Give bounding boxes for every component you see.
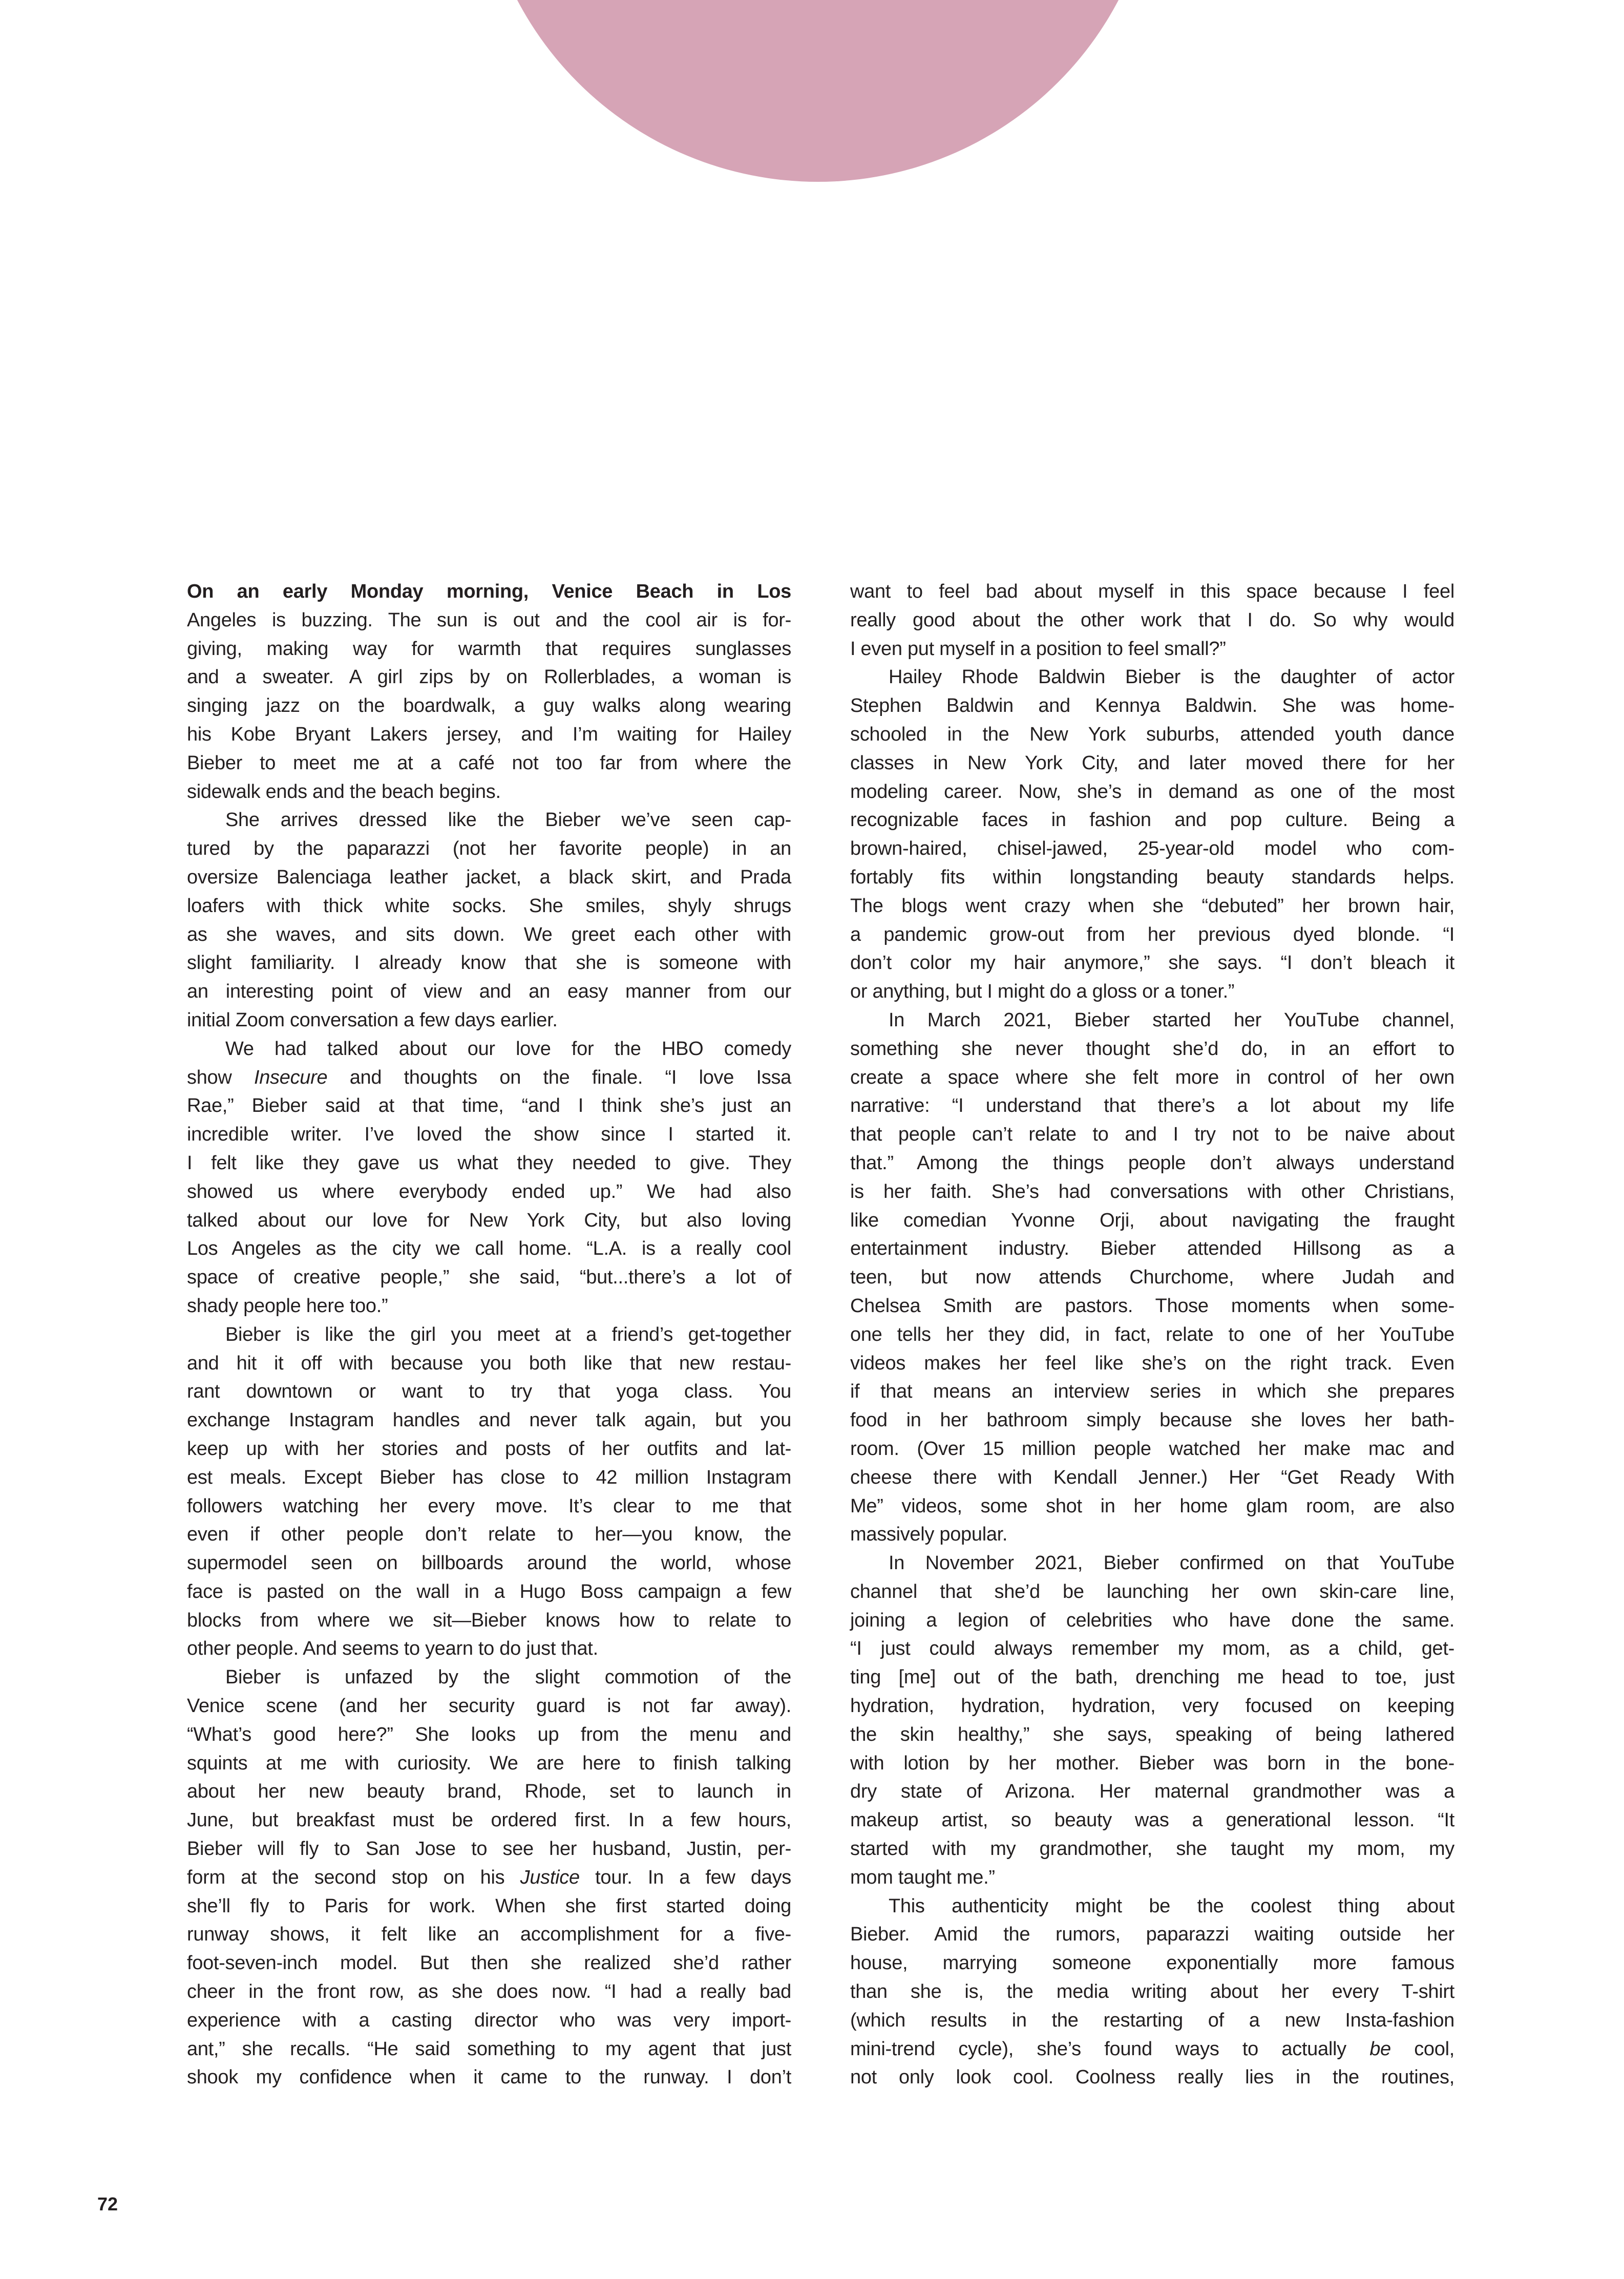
decorative-circle xyxy=(478,0,1157,182)
text-line: form at the second stop on his Justice tour. In a few days xyxy=(187,1866,791,1888)
page-number: 72 xyxy=(97,2193,118,2214)
text-line: shady people here too.” xyxy=(187,1295,388,1317)
italic-text: be xyxy=(1369,2038,1391,2060)
text-line: create a space where she felt more in control of her own xyxy=(850,1066,1454,1088)
text-line: talked about our love for New York City, but also loving xyxy=(187,1209,791,1231)
text-line: as she waves, and sits down. We greet each other with xyxy=(187,923,791,945)
text-line: channel that she’d be launching her own skin-care line, xyxy=(850,1580,1454,1602)
text-line: started with my grandmother, she taught my mom, my xyxy=(850,1838,1454,1860)
text-line: I felt like they gave us what they needed to give. They xyxy=(187,1152,791,1174)
text-line: about her new beauty brand, Rhode, set to launch in xyxy=(187,1781,791,1803)
text-line: showed us where everybody ended up.” We had also xyxy=(187,1180,791,1202)
text-line: rant downtown or want to try that yoga class. You xyxy=(187,1381,791,1403)
text-line: if that means an interview series in which she prepares xyxy=(850,1381,1454,1403)
text-line: Rae,” Bieber said at that time, “and I think she’s just an xyxy=(187,1095,791,1117)
text-line: Bieber will fly to San Jose to see her husband, Justin, per- xyxy=(187,1838,791,1860)
text-line: room. (Over 15 million people watched her make mac and xyxy=(850,1438,1454,1460)
text-line: squints at me with curiosity. We are here to finish talking xyxy=(187,1752,791,1774)
text-line: modeling career. Now, she’s in demand as one of the most xyxy=(850,780,1454,803)
text-line: foot-seven-inch model. But then she realized she’d rather xyxy=(187,1952,791,1974)
text-line: that.” Among the things people don’t always understand xyxy=(850,1152,1454,1174)
text-line: Bieber is unfazed by the slight commotion of the xyxy=(225,1666,791,1689)
text-line: Bieber. Amid the rumors, paparazzi waiting outside her xyxy=(850,1924,1454,1946)
text-line: schooled in the New York suburbs, attended youth dance xyxy=(850,723,1454,745)
text-line: makeup artist, so beauty was a generational lesson. “It xyxy=(850,1809,1454,1831)
italic-text: Insecure xyxy=(254,1066,328,1088)
text-line: hydration, hydration, hydration, very focused on keeping xyxy=(850,1695,1454,1717)
text-line: est meals. Except Bieber has close to 42 million Instagram xyxy=(187,1466,791,1488)
text-line: Me” videos, some shot in her home glam room, are also xyxy=(850,1495,1454,1517)
text-line: not only look cool. Coolness really lies in the routines, xyxy=(850,2066,1454,2088)
text-line: Venice scene (and her security guard is not far away). xyxy=(187,1695,791,1717)
text-line: food in her bathroom simply because she loves her bath- xyxy=(850,1409,1454,1431)
bold-text: On an early Monday morning, Venice Beach in Los xyxy=(187,581,791,602)
text-line: This authenticity might be the coolest thing about xyxy=(889,1895,1454,1917)
text-line: teen, but now attends Churchome, where Judah and xyxy=(850,1267,1454,1289)
text-line: the skin healthy,” she says, speaking of being lathered xyxy=(850,1723,1454,1745)
text-line: supermodel seen on billboards around the world, whose xyxy=(187,1552,791,1574)
text-line: show Insecure and thoughts on the finale. “I love Issa xyxy=(187,1066,791,1088)
text-line: is her faith. She’s had conversations with other Christians, xyxy=(850,1180,1454,1202)
text-line: June, but breakfast must be ordered first. In a few hours, xyxy=(187,1809,791,1831)
text-line: want to feel bad about myself in this space because I feel xyxy=(850,581,1454,602)
text-line: other people. And seems to yearn to do just that. xyxy=(187,1638,598,1660)
text-line: one tells her they did, in fact, relate to one of her YouTube xyxy=(850,1323,1454,1345)
text-line: that people can’t relate to and I try not to be naive about xyxy=(850,1124,1454,1146)
text-line: Stephen Baldwin and Kennya Baldwin. She was home- xyxy=(850,695,1454,717)
text-line: “What’s good here?” She looks up from the menu and xyxy=(187,1723,791,1745)
text-line: ting [me] out of the bath, drenching me head to toe, just xyxy=(850,1666,1454,1689)
text-line: classes in New York City, and later moved there for her xyxy=(850,752,1454,774)
text-line: Angeles is buzzing. The sun is out and the cool air is for- xyxy=(187,609,791,631)
text-line: than she is, the media writing about her every T-shirt xyxy=(850,1981,1454,2003)
text-line: experience with a casting director who was very import- xyxy=(187,2009,791,2031)
text-line: don’t color my hair anymore,” she says. “I don’t bleach it xyxy=(850,952,1454,974)
text-line: narrative: “I understand that there’s a lot about my life xyxy=(850,1095,1454,1117)
text-line: entertainment industry. Bieber attended Hillsong as a xyxy=(850,1238,1454,1260)
text-line: face is pasted on the wall in a Hugo Boss campaign a few xyxy=(187,1580,791,1602)
text-line: his Kobe Bryant Lakers jersey, and I’m waiting for Hailey xyxy=(187,723,791,745)
text-line: recognizable faces in fashion and pop culture. Being a xyxy=(850,809,1454,831)
text-line: runway shows, it felt like an accomplishment for a five- xyxy=(187,1924,791,1946)
text-line: massively popular. xyxy=(850,1524,1008,1546)
text-line: Bieber is like the girl you meet at a friend’s get-together xyxy=(225,1323,791,1345)
text-line: mom taught me.” xyxy=(850,1866,995,1888)
text-line: cheese there with Kendall Jenner.) Her “Get Ready With xyxy=(850,1466,1454,1488)
text-line: keep up with her stories and posts of her outfits and lat- xyxy=(187,1438,791,1460)
text-line: Hailey Rhode Baldwin Bieber is the daughter of actor xyxy=(889,666,1454,688)
text-line: videos makes her feel like she’s on the right track. Even xyxy=(850,1352,1454,1374)
text-line: a pandemic grow-out from her previous dyed blonde. “I xyxy=(850,923,1454,945)
text-line: space of creative people,” she said, “but...there’s a lot of xyxy=(187,1267,791,1289)
text-line: loafers with thick white socks. She smiles, shyly shrugs xyxy=(187,895,791,917)
text-line: In March 2021, Bieber started her YouTube channel, xyxy=(889,1009,1454,1031)
text-line: joining a legion of celebrities who have done the same. xyxy=(850,1609,1454,1631)
text-line: really good about the other work that I do. So why would xyxy=(850,609,1454,631)
text-line: We had talked about our love for the HBO comedy xyxy=(225,1038,791,1060)
text-line: Los Angeles as the city we call home. “L.A. is a really cool xyxy=(187,1238,791,1260)
text-line: she’ll fly to Paris for work. When she first started doing xyxy=(187,1895,791,1917)
text-line: singing jazz on the boardwalk, a guy walks along wearing xyxy=(187,695,791,717)
text-line: exchange Instagram handles and never talk again, but you xyxy=(187,1409,791,1431)
text-line: giving, making way for warmth that requires sunglasses xyxy=(187,638,791,660)
text-line: shook my confidence when it came to the runway. I don’t xyxy=(187,2066,791,2088)
text-line: I even put myself in a position to feel small?” xyxy=(850,638,1226,660)
text-line: or anything, but I might do a gloss or a toner.” xyxy=(850,981,1235,1003)
text-line: like comedian Yvonne Orji, about navigating the fraught xyxy=(850,1209,1454,1231)
text-line: Bieber to meet me at a café not too far from where the xyxy=(187,752,791,774)
text-line: and hit it off with because you both like that new restau- xyxy=(187,1352,791,1374)
text-line: fortably fits within longstanding beauty standards helps. xyxy=(850,866,1454,888)
text-line: tured by the paparazzi (not her favorite people) in an xyxy=(187,838,791,860)
text-line: (which results in the restarting of a new Insta-fashion xyxy=(850,2009,1454,2031)
text-line: even if other people don’t relate to her—you know, the xyxy=(187,1524,791,1546)
text-line: oversize Balenciaga leather jacket, a black skirt, and Prada xyxy=(187,866,791,888)
text-line: incredible writer. I’ve loved the show since I started it. xyxy=(187,1124,791,1146)
text-line: followers watching her every move. It’s clear to me that xyxy=(187,1495,791,1517)
text-line: Chelsea Smith are pastors. Those moments when some- xyxy=(850,1295,1454,1317)
text-line: “I just could always remember my mom, as a child, get- xyxy=(850,1638,1454,1660)
text-line: The blogs went crazy when she “debuted” her brown hair, xyxy=(850,895,1454,917)
italic-text: Justice xyxy=(520,1866,580,1888)
text-line: blocks from where we sit—Bieber knows how to relate to xyxy=(187,1609,791,1631)
text-line: and a sweater. A girl zips by on Rollerblades, a woman is xyxy=(187,666,791,688)
text-line: something she never thought she’d do, in an effort to xyxy=(850,1038,1454,1060)
text-line: She arrives dressed like the Bieber we’ve seen cap- xyxy=(225,809,791,831)
text-line: house, marrying someone exponentially more famous xyxy=(850,1952,1454,1974)
article-column-right xyxy=(850,578,1454,2092)
text-line: sidewalk ends and the beach begins. xyxy=(187,780,501,803)
text-line: brown-haired, chisel-jawed, 25-year-old model who com- xyxy=(850,838,1454,860)
text-line: mini-trend cycle), she’s found ways to actually be cool, xyxy=(850,2038,1454,2060)
text-line: cheer in the front row, as she does now. “I had a really bad xyxy=(187,1981,791,2003)
text-line xyxy=(187,578,791,606)
text-line: with lotion by her mother. Bieber was born in the bone- xyxy=(850,1752,1454,1774)
text-line: initial Zoom conversation a few days earlier. xyxy=(187,1009,558,1031)
article-column-left xyxy=(187,578,791,2092)
text-line: an interesting point of view and an easy manner from our xyxy=(187,981,791,1003)
text-line: slight familiarity. I already know that she is someone with xyxy=(187,952,791,974)
text-line: In November 2021, Bieber confirmed on that YouTube xyxy=(889,1552,1454,1574)
text-line: ant,” she recalls. “He said something to my agent that just xyxy=(187,2038,791,2060)
text-line: dry state of Arizona. Her maternal grandmother was a xyxy=(850,1781,1454,1803)
